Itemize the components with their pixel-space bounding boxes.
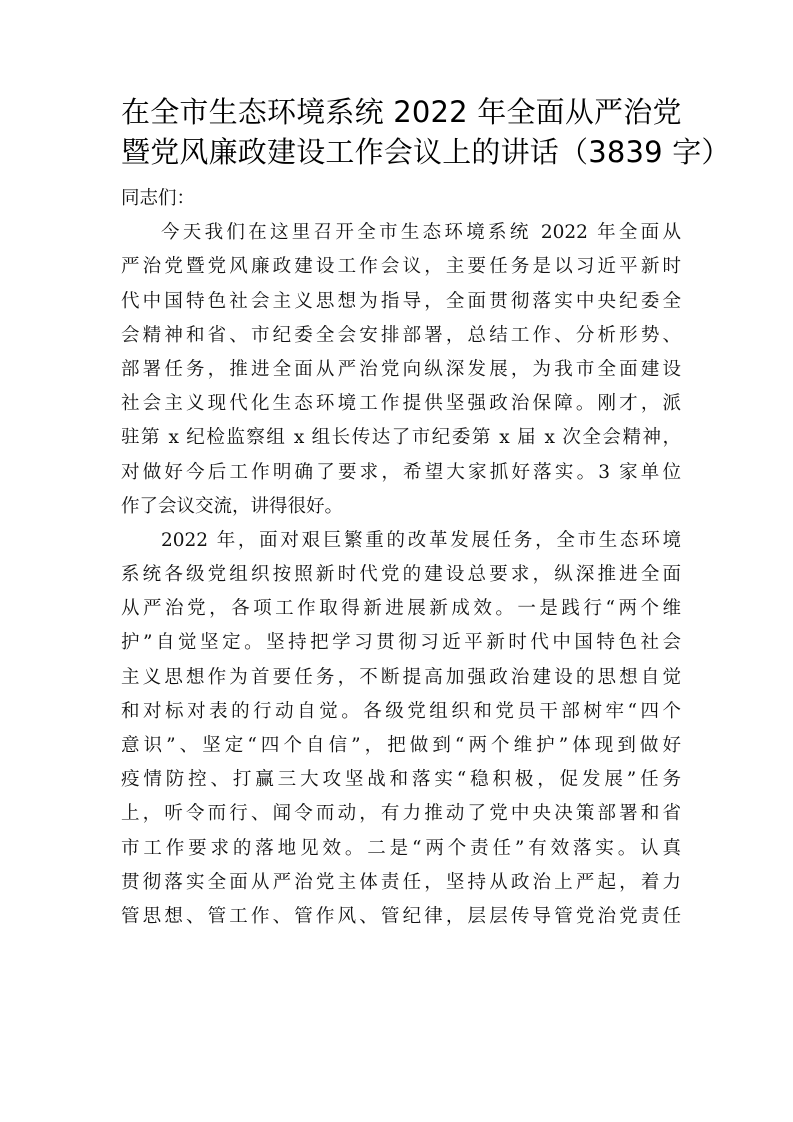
paragraph-line: 作了会议交流，讲得很好。 — [121, 495, 344, 517]
paragraph-line: 对做好今后工作明确了要求，希望大家抓好落实。3 家单位 — [121, 461, 681, 483]
greeting: 同志们： — [121, 188, 196, 209]
title-line-1: 在全市生态环境系统 2022 年全面从严治党 — [121, 95, 682, 129]
paragraph-line: 会精神和省、市纪委全会安排部署，总结工作、分析形势、 — [121, 324, 681, 346]
paragraph-line: 驻第 x 纪检监察组 x 组长传达了市纪委第 x 届 x 次全会精神， — [121, 427, 681, 449]
paragraph-line: 系统各级党组织按照新时代党的建设总要求，纵深推进全面 — [121, 564, 681, 586]
paragraph-line: 疫情防控、打赢三大攻坚战和落实“稳积极，促发展”任务 — [121, 769, 681, 791]
paragraph-line: 社会主义现代化生态环境工作提供坚强政治保障。刚才，派 — [121, 393, 681, 415]
paragraph-line: 和对标对表的行动自觉。各级党组织和党员干部树牢“四个 — [121, 700, 681, 722]
paragraph-1 — [121, 216, 681, 524]
paragraph-line: 意识”、坚定“四个自信”，把做到“两个维护”体现到做好 — [121, 735, 681, 756]
paragraph-line: 主义思想作为首要任务，不断提高加强政治建设的思想自觉 — [121, 666, 681, 688]
paragraph-line: 上，听令而行、闻令而动，有力推动了党中央决策部署和省 — [121, 803, 681, 825]
paragraph-line: 护”自觉坚定。坚持把学习贯彻习近平新时代中国特色社会 — [121, 632, 681, 654]
paragraph-2 — [121, 524, 681, 934]
paragraph-line: 从严治党，各项工作取得新进展新成效。一是践行“两个维 — [121, 598, 681, 620]
paragraph-line: 管思想、管工作、管作风、管纪律，层层传导管党治党责任 — [121, 905, 681, 927]
paragraph-line: 市工作要求的落地见效。二是“两个责任”有效落实。认真 — [121, 837, 681, 859]
speech-body — [121, 182, 681, 934]
document-title — [121, 92, 731, 172]
paragraph-line: 部署任务，推进全面从严治党向纵深发展，为我市全面建设 — [121, 358, 681, 380]
title-line-2: 暨党风廉政建设工作会议上的讲话（3839 字） — [121, 135, 731, 169]
paragraph-line: 贯彻落实全面从严治党主体责任，坚持从政治上严起，着力 — [121, 871, 681, 893]
paragraph-line: 代中国特色社会主义思想为指导，全面贯彻落实中央纪委全 — [121, 290, 681, 312]
paragraph-line: 2022 年，面对艰巨繁重的改革发展任务，全市生态环境 — [161, 529, 681, 551]
paragraph-line: 严治党暨党风廉政建设工作会议，主要任务是以习近平新时 — [121, 256, 681, 278]
paragraph-line: 今天我们在这里召开全市生态环境系统 2022 年全面从 — [161, 222, 681, 244]
